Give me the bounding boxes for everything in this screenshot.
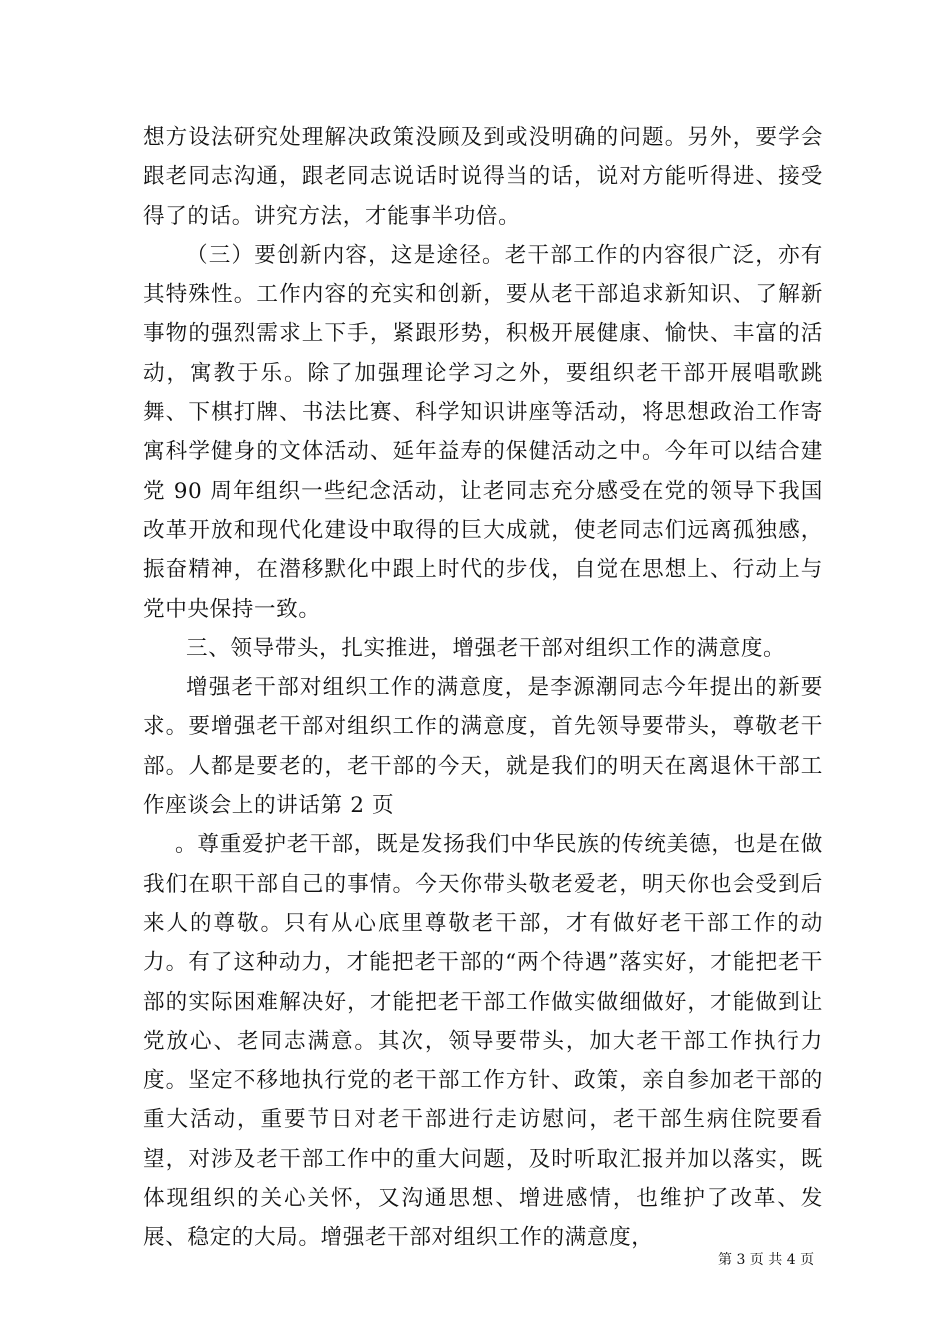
paragraph: 。尊重爱护老干部，既是发扬我们中华民族的传统美德，也是在做我们在职干部自己的事情。今天你带头敬老爱老，明天你也会受到后来人的尊敬。只有从心底里尊敬老干部，才有做好老干部工作的动力。有了这种动力，才能把老干部的“两个待遇”落实好，才能把老干部的实际困难解决好，才能把老干部工作做实做细做好，才能做到让党放心、老同志满意。其次，领导要带头，加大老干部工作执行力度。坚定不移地执行党的老干部工作方针、政策，亲自参加老干部的重大活动，重要节日对老干部进行走访慰问，老干部生病住院要看望，对涉及老干部工作中的重大问题，及时听取汇报并加以落实，既体现组织的关心关怀，又沟通思想、增进感情，也维护了改革、发展、稳定的大局。增强老干部对组织工作的满意度， [143,832,823,1251]
page-number-footer: 第 3 页 共 4 页 [718,1252,815,1268]
paragraph: 增强老干部对组织工作的满意度，是李源潮同志今年提出的新要求。要增强老干部对组织工作的满意度，首先领导要带头，尊敬老干部。人都是要老的，老干部的今天，就是我们的明天在离退休干部工作座谈会上的讲话第 2 页 [143,675,823,819]
paragraph: （三）要创新内容，这是途径。老干部工作的内容很广泛，亦有其特殊性。工作内容的充实和创新，要从老干部追求新知识、了解新事物的强烈需求上下手，紧跟形势，积极开展健康、愉快、丰富的活动，寓教于乐。除了加强理论学习之外，要组织老干部开展唱歌跳舞、下棋打牌、书法比赛、科学知识讲座等活动，将思想政治工作寄寓科学健身的文体活动、延年益寿的保健活动之中。今年可以结合建党 90 周年组织一些纪念活动，让老同志充分感受在党的领导下我国改革开放和现代化建设中取得的巨大成就，使老同志们远离孤独感，振奋精神，在潜移默化中跟上时代的步伐，自觉在思想上、行动上与党中央保持一致。 [143,242,823,622]
document-body [143,118,823,1258]
paragraph: 想方设法研究处理解决政策没顾及到或没明确的问题。另外，要学会跟老同志沟通，跟老同志说话时说得当的话，说对方能听得进、接受得了的话。讲究方法，才能事半功倍。 [143,125,823,229]
section-heading: 三、领导带头，扎实推进，增强老干部对组织工作的满意度。 [186,635,786,661]
